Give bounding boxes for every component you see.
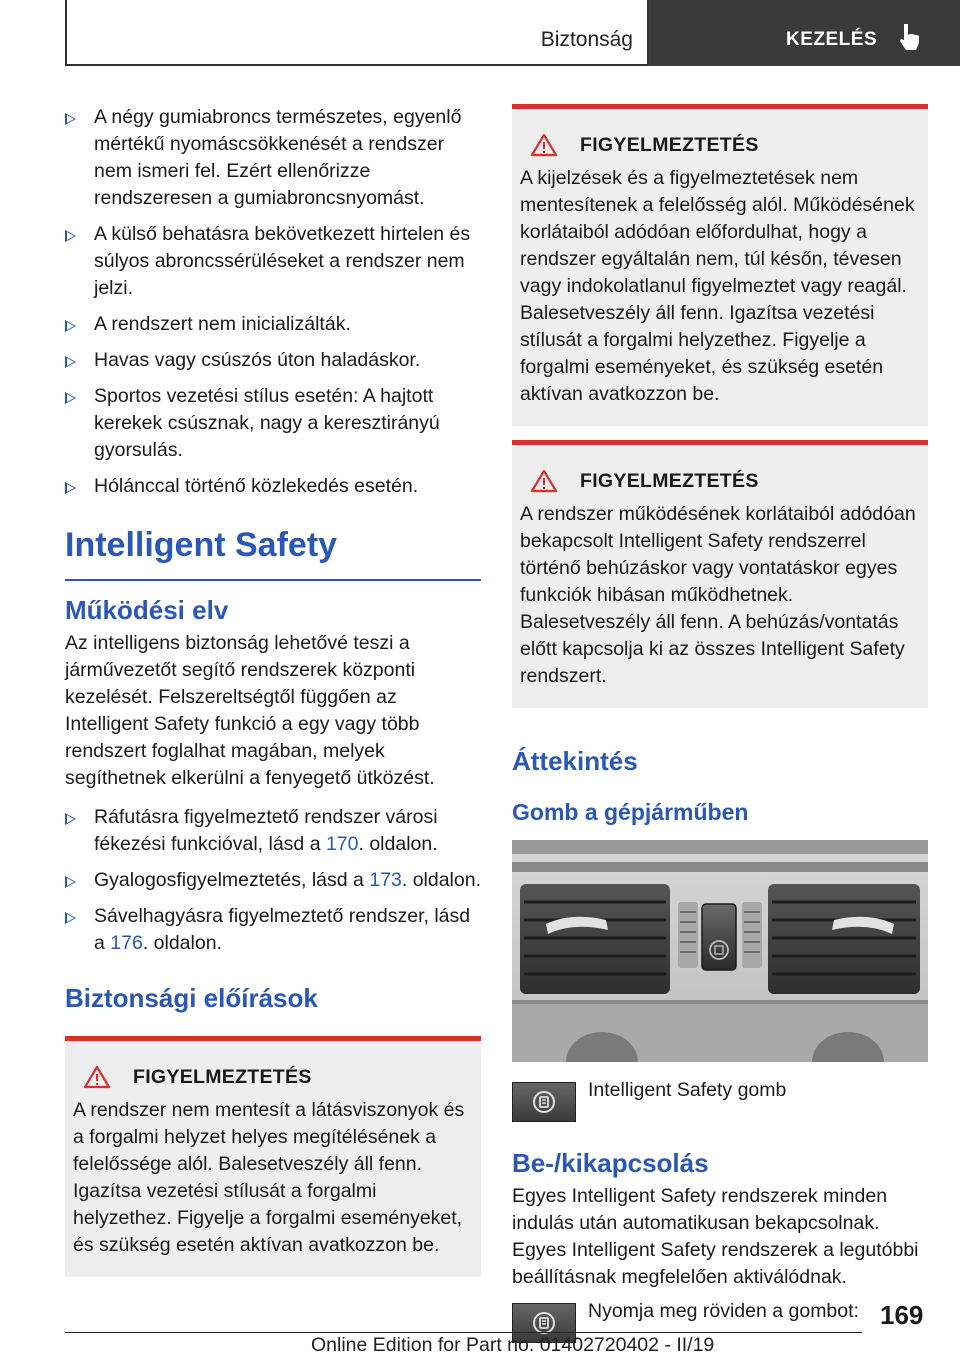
subsection-title-overview: Áttekintés bbox=[512, 746, 638, 776]
bullet-triangle-icon bbox=[65, 392, 76, 404]
header-section-title: Biztonság bbox=[540, 28, 633, 51]
list-item: Gyalogosfigyelmeztetés, lásd a 173. oldalon. bbox=[65, 867, 481, 894]
warning-title: FIGYELMEZTETÉS bbox=[520, 133, 920, 157]
bullet-triangle-icon bbox=[65, 876, 76, 888]
dashboard-illustration bbox=[512, 840, 928, 1062]
page-number: 169 bbox=[880, 1300, 924, 1330]
reference-list bbox=[65, 804, 481, 957]
list-item: Ráfutásra figyelmeztető rendszer városi fékezési funkcióval, lásd a 170. oldalon. bbox=[65, 804, 481, 858]
footer-edition: Online Edition for Part no. 01402720402 - II/19 bbox=[311, 1334, 715, 1356]
bullet-triangle-icon bbox=[65, 813, 76, 825]
page-link-173[interactable]: 173 bbox=[369, 869, 402, 891]
dashboard-button-photo bbox=[512, 840, 928, 1062]
warning-title: FIGYELMEZTETÉS bbox=[73, 1065, 473, 1089]
warning-text: A kijelzések és a figyelmeztetések nem mentesítenek a felelősség alól. Működésének korlátaiból adódóan előfordulhat, hogy a rendszer egyáltalán nem, túl későn, tévesen vagy indokolatlanul figyelmeztet vagy reagál. Balesetveszély áll fenn. Igazítsa vezetési stílusát a forgalmi helyzethez. Figyelje a forgalmi eseményeket, és szükség esetén aktívan avatkozzon be. bbox=[520, 167, 915, 405]
list-item: Sportos vezetési stílus esetén: A hajtott kerekek csúsznak, nagy a keresztirányú gyorsulás. bbox=[65, 383, 481, 464]
left-column bbox=[65, 104, 481, 1287]
on-off-paragraph: Egyes Intelligent Safety rendszerek minden indulás után automatikusan bekapcsolnak. Egyes Intelligent Safety rendszerek a legutóbbi beállításnak megfelelően aktiválódnak. bbox=[512, 1185, 919, 1288]
bullet-triangle-icon bbox=[65, 320, 76, 332]
bullet-triangle-icon bbox=[65, 912, 76, 924]
warning-triangle-icon bbox=[83, 1065, 111, 1089]
header-section-box bbox=[65, 0, 649, 66]
list-item: A rendszert nem inicializálták. bbox=[65, 311, 481, 338]
warning-text: A rendszer működésének korlátaiból adódóan bekapcsolt Intelligent Safety rendszerrel történő behúzáskor vagy vontatáskor egyes funkciók hibásan működhetnek. Balesetveszély áll fenn. A behúzás/vontatás előtt kapcsolja ki az összes Intelligent Safety rendszert. bbox=[520, 503, 916, 687]
page-header bbox=[0, 0, 960, 66]
subsection-title-safety-notes: Biztonsági előírások bbox=[65, 983, 318, 1013]
pointing-hand-icon bbox=[895, 22, 925, 52]
list-item: A külső behatásra bekövetkezett hirtelen és súlyos abroncssérüléseket a rendszer nem jelzi. bbox=[65, 221, 481, 302]
bullet-triangle-icon bbox=[65, 482, 76, 494]
warning-box bbox=[512, 104, 928, 426]
list-item: Havas vagy csúszós úton haladáskor. bbox=[65, 347, 481, 374]
warning-triangle-icon bbox=[530, 133, 558, 157]
section-title-intelligent-safety: Intelligent Safety bbox=[65, 526, 481, 581]
bullet-triangle-icon bbox=[65, 113, 76, 125]
page-link-170[interactable]: 170 bbox=[325, 833, 359, 855]
warning-text: A rendszer nem mentesít a látásviszonyok és a forgalmi helyzet helyes megítélésének a felelőssége alól. Balesetveszély áll fenn. Igazítsa vezetési stílusát a forgalmi helyzethez. Figyelje a forgalmi eseményeket, és szükség esetén aktívan avatkozzon be. bbox=[73, 1099, 465, 1256]
header-chapter-tab bbox=[649, 0, 960, 66]
bullet-triangle-icon bbox=[65, 356, 76, 368]
warning-title: FIGYELMEZTETÉS bbox=[520, 469, 920, 493]
footer-divider bbox=[65, 1332, 862, 1333]
button-legend-row bbox=[512, 1079, 928, 1122]
header-chapter-title: KEZELÉS bbox=[786, 29, 878, 50]
subsection-title-principle: Működési elv bbox=[65, 595, 229, 625]
list-item: Sávelhagyásra figyelmeztető rendszer, lásd a 176. oldalon. bbox=[65, 903, 481, 957]
intelligent-safety-button-icon bbox=[512, 1082, 576, 1122]
warning-triangle-icon bbox=[530, 469, 558, 493]
bullet-triangle-icon bbox=[65, 230, 76, 242]
press-instruction-label: Nyomja meg röviden a gombot: bbox=[588, 1300, 859, 1322]
button-legend-label: Intelligent Safety gomb bbox=[588, 1079, 787, 1101]
condition-list bbox=[65, 104, 481, 500]
principle-paragraph: Az intelligens biztonság lehetővé teszi a járművezetőt segítő rendszerek központi kezelését. Felszereltségtől függően az Intelligent Safety funkció a egy vagy több rendszert foglalhat magában, melyek segíthetnek elkerülni a fenyegető ütközést. bbox=[65, 632, 435, 789]
subheading-button-in-vehicle: Gomb a gépjárműben bbox=[512, 799, 749, 825]
subsection-title-on-off: Be-/kikapcsolás bbox=[512, 1148, 709, 1178]
page-link-176[interactable]: 176 bbox=[110, 932, 143, 954]
warning-box bbox=[65, 1036, 481, 1277]
list-item: A négy gumiabroncs természetes, egyenlő mértékű nyomáscsökkenését a rendszer nem ismeri fel. Ezért ellenőrizze rendszeresen a gumiabroncsnyomást. bbox=[65, 104, 481, 212]
warning-box bbox=[512, 440, 928, 708]
list-item: Hólánccal történő közlekedés esetén. bbox=[65, 473, 481, 500]
right-column bbox=[512, 104, 928, 1343]
